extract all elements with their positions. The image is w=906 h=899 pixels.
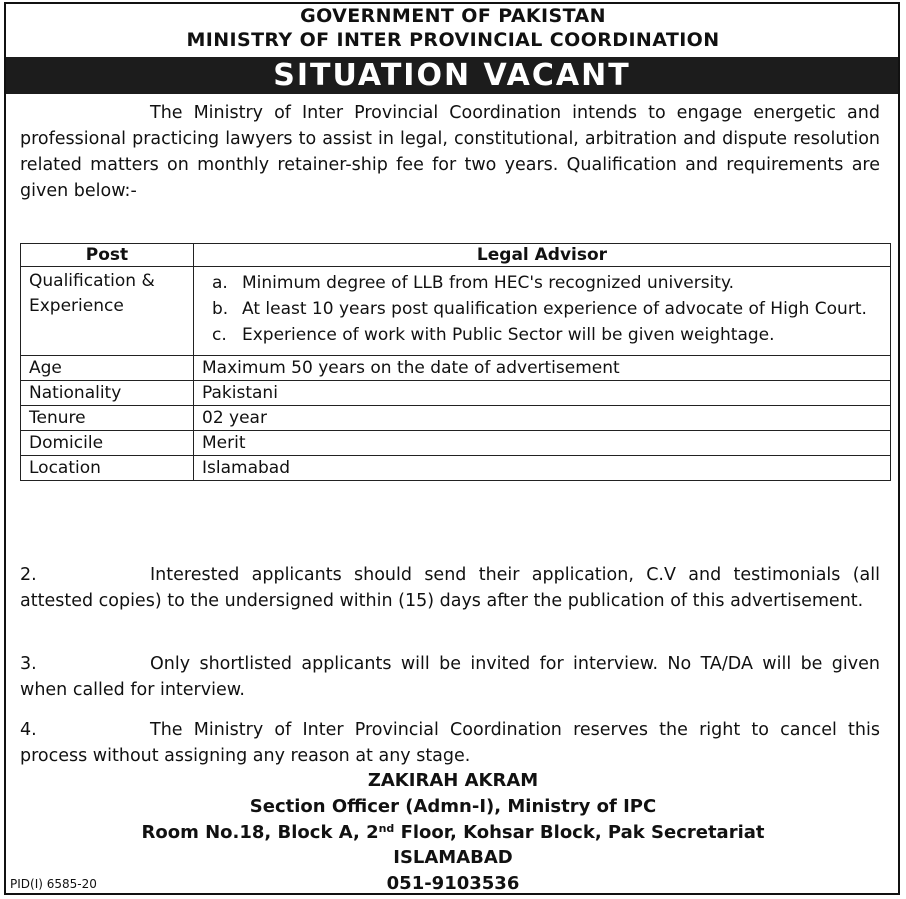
row-value: Maximum 50 years on the date of advertisement bbox=[194, 356, 891, 381]
requirements-table bbox=[20, 243, 891, 481]
office-city: ISLAMABAD bbox=[393, 847, 513, 868]
ministry-title: MINISTRY OF INTER PROVINCIAL COORDINATION bbox=[186, 29, 720, 51]
position-header: Legal Advisor bbox=[194, 244, 891, 267]
row-value: Islamabad bbox=[194, 456, 891, 481]
qualification-item bbox=[202, 273, 882, 293]
row-label: Tenure bbox=[21, 406, 194, 431]
paragraph-number: 2. bbox=[20, 565, 37, 585]
item-text: Experience of work with Public Sector will be given weightage. bbox=[242, 325, 775, 345]
address-ordinal: nd bbox=[378, 822, 395, 835]
post-header: Post bbox=[21, 244, 194, 267]
pid-number: PID(I) 6585-20 bbox=[10, 877, 97, 891]
qualification-cell bbox=[194, 267, 891, 356]
paragraph-number: 3. bbox=[20, 654, 37, 674]
paragraph-number: 4. bbox=[20, 720, 37, 740]
row-label: Nationality bbox=[21, 381, 194, 406]
office-address bbox=[0, 822, 906, 843]
paragraph-text: Only shortlisted applicants will be invited for interview. No TA/DA will be given when called for interview. bbox=[20, 654, 880, 700]
office-phone: 051-9103536 bbox=[386, 873, 520, 894]
qualification-item bbox=[202, 299, 882, 319]
item-marker: c. bbox=[212, 325, 227, 345]
row-value: 02 year bbox=[194, 406, 891, 431]
qualification-list bbox=[202, 273, 882, 345]
row-label: Domicile bbox=[21, 431, 194, 456]
item-marker: a. bbox=[212, 273, 228, 293]
table-row bbox=[21, 431, 891, 456]
government-title: GOVERNMENT OF PAKISTAN bbox=[300, 5, 606, 27]
table-row bbox=[21, 356, 891, 381]
table-header-row bbox=[21, 244, 891, 267]
address-part: Floor, Kohsar Block, Pak Secretariat bbox=[394, 822, 765, 843]
table-row bbox=[21, 456, 891, 481]
qualification-row bbox=[21, 267, 891, 356]
paragraph-text: Interested applicants should send their application, C.V and testimonials (all attested copies) to the undersigned within (15) days after the publication of this advertisement. bbox=[20, 565, 880, 611]
intro-paragraph: The Ministry of Inter Provincial Coordination intends to engage energetic and professional practicing lawyers to assist in legal, constitutional, arbitration and dispute resolution related matters on monthly retainer-ship fee for two years. Qualification and requirements are given below:- bbox=[20, 103, 880, 201]
paragraph-text: The Ministry of Inter Provincial Coordination reserves the right to cancel this process without assigning any reason at any stage. bbox=[20, 720, 880, 766]
row-value: Merit bbox=[194, 431, 891, 456]
row-value: Pakistani bbox=[194, 381, 891, 406]
table-row bbox=[21, 406, 891, 431]
row-label: Age bbox=[21, 356, 194, 381]
table-row bbox=[21, 381, 891, 406]
situation-vacant-banner: SITUATION VACANT bbox=[6, 57, 898, 94]
address-part: Room No.18, Block A, 2 bbox=[141, 822, 379, 843]
signatory-designation: Section Officer (Admn-I), Ministry of IPC bbox=[249, 796, 657, 817]
qualification-label: Qualification & Experience bbox=[21, 267, 194, 356]
item-text: At least 10 years post qualification experience of advocate of High Court. bbox=[242, 299, 867, 319]
row-label: Location bbox=[21, 456, 194, 481]
item-marker: b. bbox=[212, 299, 229, 319]
paragraph-3 bbox=[20, 651, 880, 703]
qualification-item bbox=[202, 325, 882, 345]
item-text: Minimum degree of LLB from HEC's recognized university. bbox=[242, 273, 735, 293]
paragraph-2 bbox=[20, 562, 880, 614]
signatory-name: ZAKIRAH AKRAM bbox=[367, 770, 539, 791]
paragraph-4 bbox=[20, 717, 880, 769]
